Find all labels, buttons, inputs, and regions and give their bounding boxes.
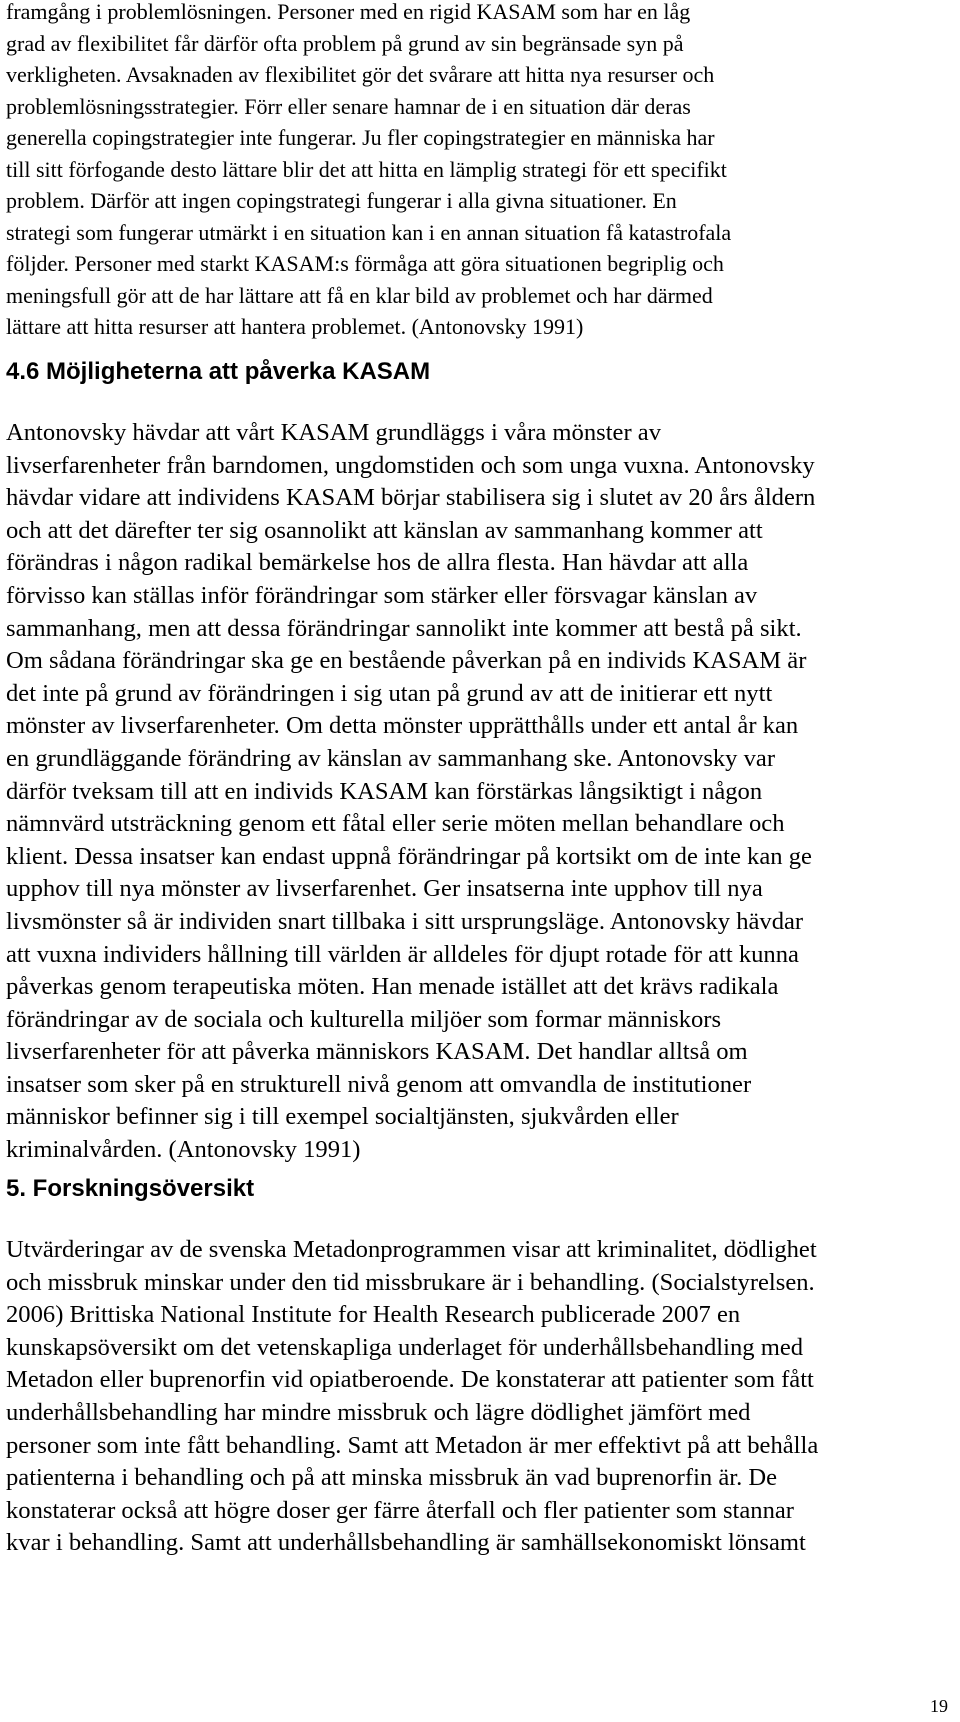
text-line: personer som inte fått behandling. Samt att Metadon är mer effektivt på att behålla [6, 1431, 819, 1459]
text-line: konstaterar också att högre doser ger färre återfall och fler patienter som stannar [6, 1496, 794, 1524]
text-line: människor befinner sig i till exempel socialtjänsten, sjukvården eller [6, 1103, 679, 1131]
text-line: meningsfull gör att de har lättare att få en klar bild av problemet och har därmed [6, 282, 713, 308]
text-line: det inte på grund av förändringen i sig utan på grund av att de initierar ett nytt [6, 679, 773, 707]
text-line: klient. Dessa insatser kan endast uppnå förändringar på kortsikt om de inte kan ge [6, 842, 812, 870]
text-line: Utvärderingar av de svenska Metadonprogrammen visar att kriminalitet, dödlighet [6, 1236, 817, 1263]
text-line: sammanhang, men att dessa förändringar sannolikt inte kommer att bestå på sikt. [6, 614, 802, 642]
text-line: strategi som fungerar utmärkt i en situation kan i en annan situation få katastrofala [6, 219, 732, 245]
text-line: problem. Därför att ingen copingstrategi fungerar i alla givna situationer. En [6, 188, 677, 213]
text-line: lättare att hitta resurser att hantera problemet. (Antonovsky 1991) [6, 314, 584, 339]
text-line: och missbruk minskar under den tid missbrukare är i behandling. (Socialstyrelsen. [6, 1268, 815, 1296]
text-line: kunskapsöversikt om det vetenskapliga underlaget för underhållsbehandling med [6, 1333, 804, 1361]
text-line: förändringar av de sociala och kulturella miljöer som formar människors [6, 1005, 722, 1033]
text-line: kvar i behandling. Samt att underhållsbehandling är samhällsekonomiskt lönsamt [6, 1529, 806, 1557]
text-line: Om sådana förändringar ska ge en bestående påverkan på en individs KASAM är [6, 647, 807, 675]
text-line: påverkas genom terapeutiska möten. Han menade istället att det krävs radikala [6, 973, 779, 1001]
text-line: grad av flexibilitet får därför ofta problem på grund av sin begränsade syn på [6, 30, 684, 56]
text-line: livserfarenheter för att påverka människors KASAM. Det handlar alltså om [6, 1038, 748, 1066]
text-line: framgång i problemlösningen. Personer med en rigid KASAM som har en låg [6, 0, 691, 24]
text-line: och att det därefter ter sig osannolikt att känslan av sammanhang kommer att [6, 516, 763, 544]
text-line: livsmönster så är individen snart tillbaka i sitt ursprungsläge. Antonovsky hävdar [6, 907, 804, 935]
text-line: insatser som sker på en strukturell nivå genom att omvandla de institutioner [6, 1070, 752, 1098]
text-line: underhållsbehandling har mindre missbruk och lägre dödlighet jämfört med [6, 1398, 751, 1426]
text-line: 2006) Brittiska National Institute for Health Research publicerade 2007 en [6, 1301, 741, 1329]
page-number: 19 [930, 1696, 948, 1716]
text-line: generella copingstrategier inte fungerar. Ju fler copingstrategier en människa har [6, 125, 715, 150]
text-line: Antonovsky hävdar att vårt KASAM grundläggs i våra mönster av [6, 419, 662, 446]
text-line: mönster av livserfarenheter. Om detta mönster upprätthålls under ett antal år kan [6, 712, 799, 740]
text-line: hävdar vidare att individens KASAM börjar stabilisera sig i slutet av 20 års åldern [6, 484, 816, 512]
paragraph-possibilities-to-influence-kasam [6, 417, 815, 1167]
text-line: förvisso kan ställas inför förändringar som stärker eller försvagar känslan av [6, 581, 758, 609]
text-line: problemlösningsstrategier. Förr eller senare hamnar de i en situation där deras [6, 93, 691, 119]
paragraph-kasam-flexibility [6, 0, 731, 343]
section-heading-4-6: 4.6 Möjligheterna att påverka KASAM [6, 358, 431, 385]
text-line: en grundläggande förändring av känslan av sammanhang ske. Antonovsky var [6, 744, 776, 772]
text-line: upphov till nya mönster av livserfarenhet. Ger insatserna inte upphov till nya [6, 875, 763, 903]
text-line: förändras i någon radikal bemärkelse hos de allra flesta. Han hävdar att alla [6, 549, 749, 577]
text-line: kriminalvården. (Antonovsky 1991) [6, 1136, 361, 1164]
text-line: Metadon eller buprenorfin vid opiatberoende. De konstaterar att patienter som fått [6, 1366, 814, 1394]
text-line: till sitt förfogande desto lättare blir det att hitta en lämplig strategi för ett specifikt [6, 156, 727, 182]
text-line: livserfarenheter från barndomen, ungdomstiden och som unga vuxna. Antonovsky [6, 451, 815, 479]
text-line: att vuxna individers hållning till världen är alldeles för djupt rotade för att kunna [6, 940, 799, 968]
text-line: verkligheten. Avsaknaden av flexibilitet gör det svårare att hitta nya resurser och [6, 62, 715, 87]
text-line: följder. Personer med starkt KASAM:s förmåga att göra situationen begriplig och [6, 251, 724, 276]
paragraph-research-overview [6, 1234, 818, 1560]
text-line: patienterna i behandling och på att minska missbruk än vad buprenorfin är. De [6, 1464, 778, 1492]
text-line: nämnvärd utsträckning genom ett fåtal eller serie möten mellan behandlare och [6, 810, 785, 838]
text-line: därför tveksam till att en individs KASAM kan förstärkas långsiktigt i någon [6, 777, 763, 805]
section-heading-5: 5. Forskningsöversikt [6, 1175, 255, 1202]
